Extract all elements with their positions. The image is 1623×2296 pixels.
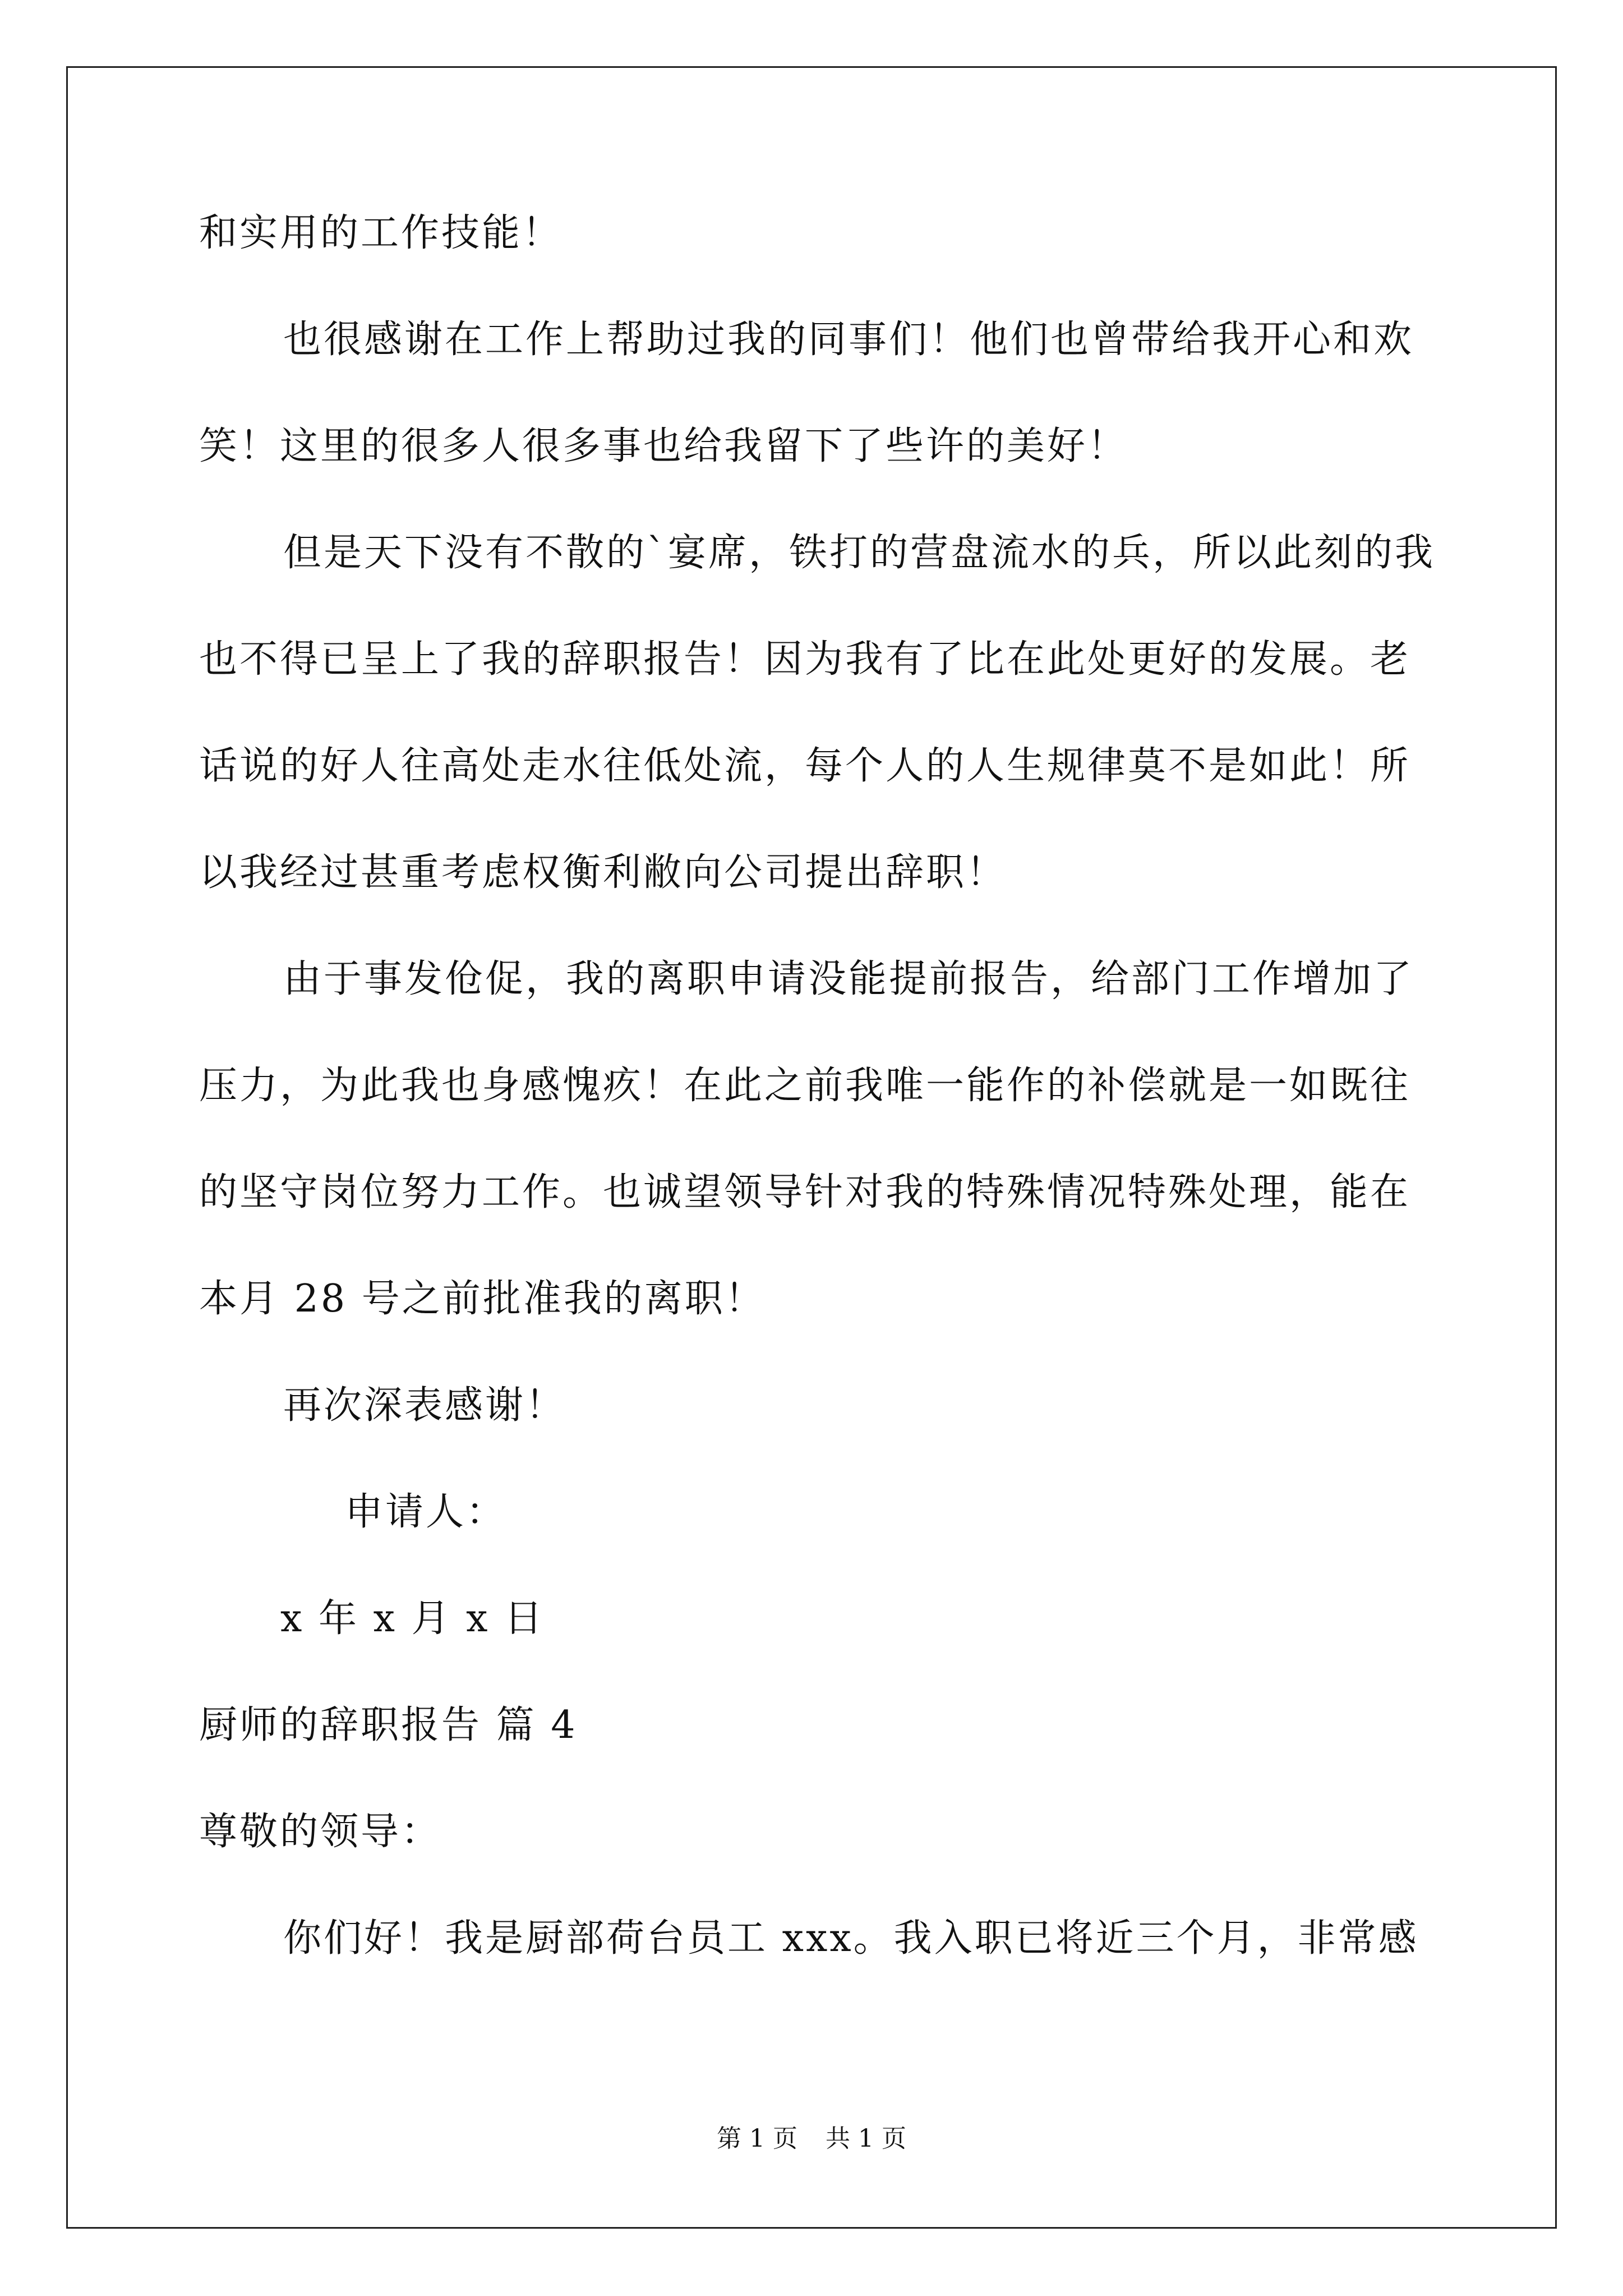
closing-thanks: 再次深表感谢！	[283, 1383, 566, 1428]
page-number: 第 1 页	[717, 2124, 797, 2153]
paragraph-apology-line-1: 由于事发伧促，我的离职申请没能提前报告，给部门工作增加了	[283, 957, 1414, 1001]
salutation: 尊敬的领导：	[199, 1810, 442, 1854]
section-heading: 厨师的辞职报告 篇 4	[199, 1703, 578, 1747]
paragraph-apology-line-4: 本月 28 号之前批准我的离职！	[199, 1277, 766, 1321]
paragraph-resign-line-4: 以我经过甚重考虑权衡利敝向公司提出辞职！	[199, 850, 1007, 895]
page-total: 共 1 页	[826, 2124, 906, 2153]
page-border	[66, 66, 1557, 2229]
date-line: x 年 x 月 x 日	[280, 1596, 545, 1641]
page-footer	[0, 2124, 1623, 2154]
body-line-1: 和实用的工作技能！	[199, 211, 563, 255]
paragraph-resign-line-3: 话说的好人往高处走水往低处流，每个人的人生规律莫不是如此！所	[199, 744, 1411, 788]
paragraph-apology-line-2: 压力，为此我也身感愧疚！在此之前我唯一能作的补偿就是一如既往	[199, 1064, 1411, 1108]
applicant-label: 申请人：	[345, 1490, 507, 1534]
paragraph-apology-line-3: 的坚守岗位努力工作。也诚望领导针对我的特殊情况特殊处理，能在	[199, 1170, 1411, 1214]
paragraph-thanks-colleagues-line-2: 笑！这里的很多人很多事也给我留下了些许的美好！	[199, 424, 1128, 468]
paragraph-resign-line-1: 但是天下没有不散的`宴席，铁打的营盘流水的兵，所以此刻的我	[283, 531, 1436, 575]
paragraph-thanks-colleagues-line-1: 也很感谢在工作上帮助过我的同事们！他们也曾带给我开心和欢	[283, 318, 1414, 362]
paragraph-resign-line-2: 也不得已呈上了我的辞职报告！因为我有了比在此处更好的发展。老	[199, 637, 1411, 682]
greeting-paragraph-line-1: 你们好！我是厨部荷台员工 xxx。我入职已将近三个月，非常感	[283, 1916, 1419, 1961]
